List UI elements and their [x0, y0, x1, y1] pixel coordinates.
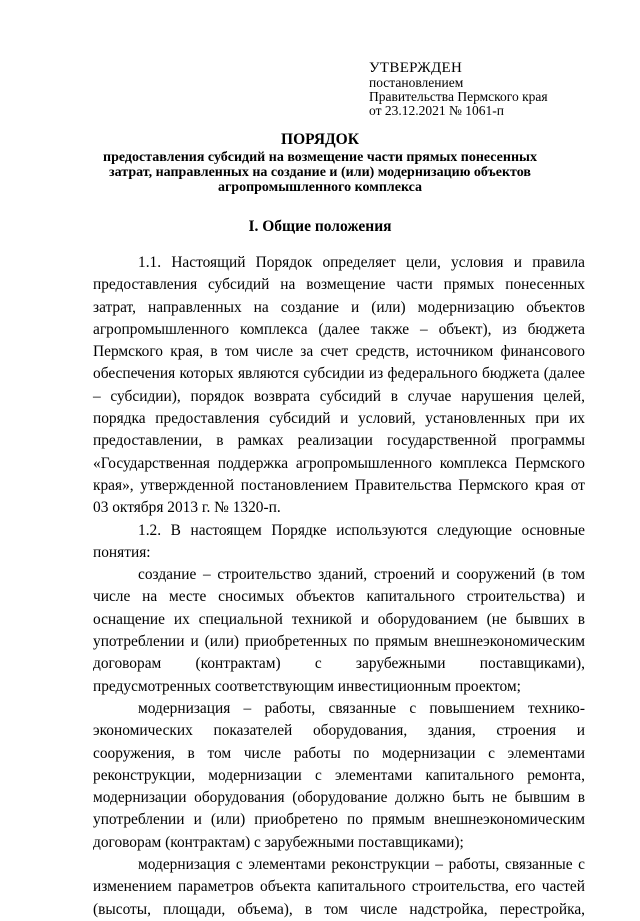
definition-modernization: модернизация – работы, связанные с повышением технико-экономических показателей оборудования, здания, строения и сооружения, в том числе работы по модернизации с элементами реконструкции, модернизации с элементами капитального ремонта, модернизации оборудования (оборудование должно быть не бывшим в употреблении и (или) приобретено по прямым внешнеэкономическим договорам (контрактам) с зарубежными поставщиками);	[93, 699, 585, 851]
approval-line-3: от 23.12.2021 № 1061-п	[369, 103, 504, 118]
definition-modernization-reconstruction: модернизация с элементами реконструкции – работы, связанные с изменением параметров объекта капитального строительства, его частей (высоты, площади, объема), в том числе надстройка, перестройка,	[93, 856, 585, 918]
paragraph-1-2: 1.2. В настоящем Порядке используются следующие основные понятия:	[93, 521, 585, 561]
paragraph-1-1: 1.1. Настоящий Порядок определяет цели, условия и правила предоставления субсидий на возмещение части прямых понесенных затрат, направленных на создание и (или) модернизацию объектов агропромышленного комплекса (далее также – объект), из бюджета Пермского края, в том числе за счет средств, источником финансового обеспечения которых являются субсидии из федерального бюджета (далее – субсидии), порядок возврата субсидий в случае нарушения целей, порядка предоставления субсидий и условий, установленных при их предоставлении, в рамках реализации государственной программы «Государственная поддержка агропромышленного комплекса Пермского края», утвержденной постановлением Правительства Пермского края от 03 октября 2013 г. № 1320-п.	[93, 254, 585, 517]
approval-line-1: постановлением	[369, 75, 464, 90]
document-title: ПОРЯДОК	[281, 131, 359, 148]
approval-stamp	[369, 60, 629, 118]
definition-creation: создание – строительство зданий, строений и сооружений (в том числе на месте сносимых объектов капитального строительства) и оснащение их специальной техникой и оборудованием (не бывших в употреблении и (или) приобретенных по прямым внешнеэкономическим договорам (контрактам) с зарубежными поставщиками), предусмотренных соответствующим инвестиционным проектом;	[93, 566, 585, 695]
document-subtitle: предоставления субсидий на возмещение части прямых понесенных затрат, направленных на создание и (или) модернизацию объектов агропромышленного комплекса	[103, 150, 537, 195]
document-body	[93, 252, 585, 921]
section-heading: I. Общие положения	[248, 218, 392, 235]
approval-heading: УТВЕРЖДЕН	[369, 60, 463, 76]
approval-line-2: Правительства Пермского края	[369, 89, 548, 104]
